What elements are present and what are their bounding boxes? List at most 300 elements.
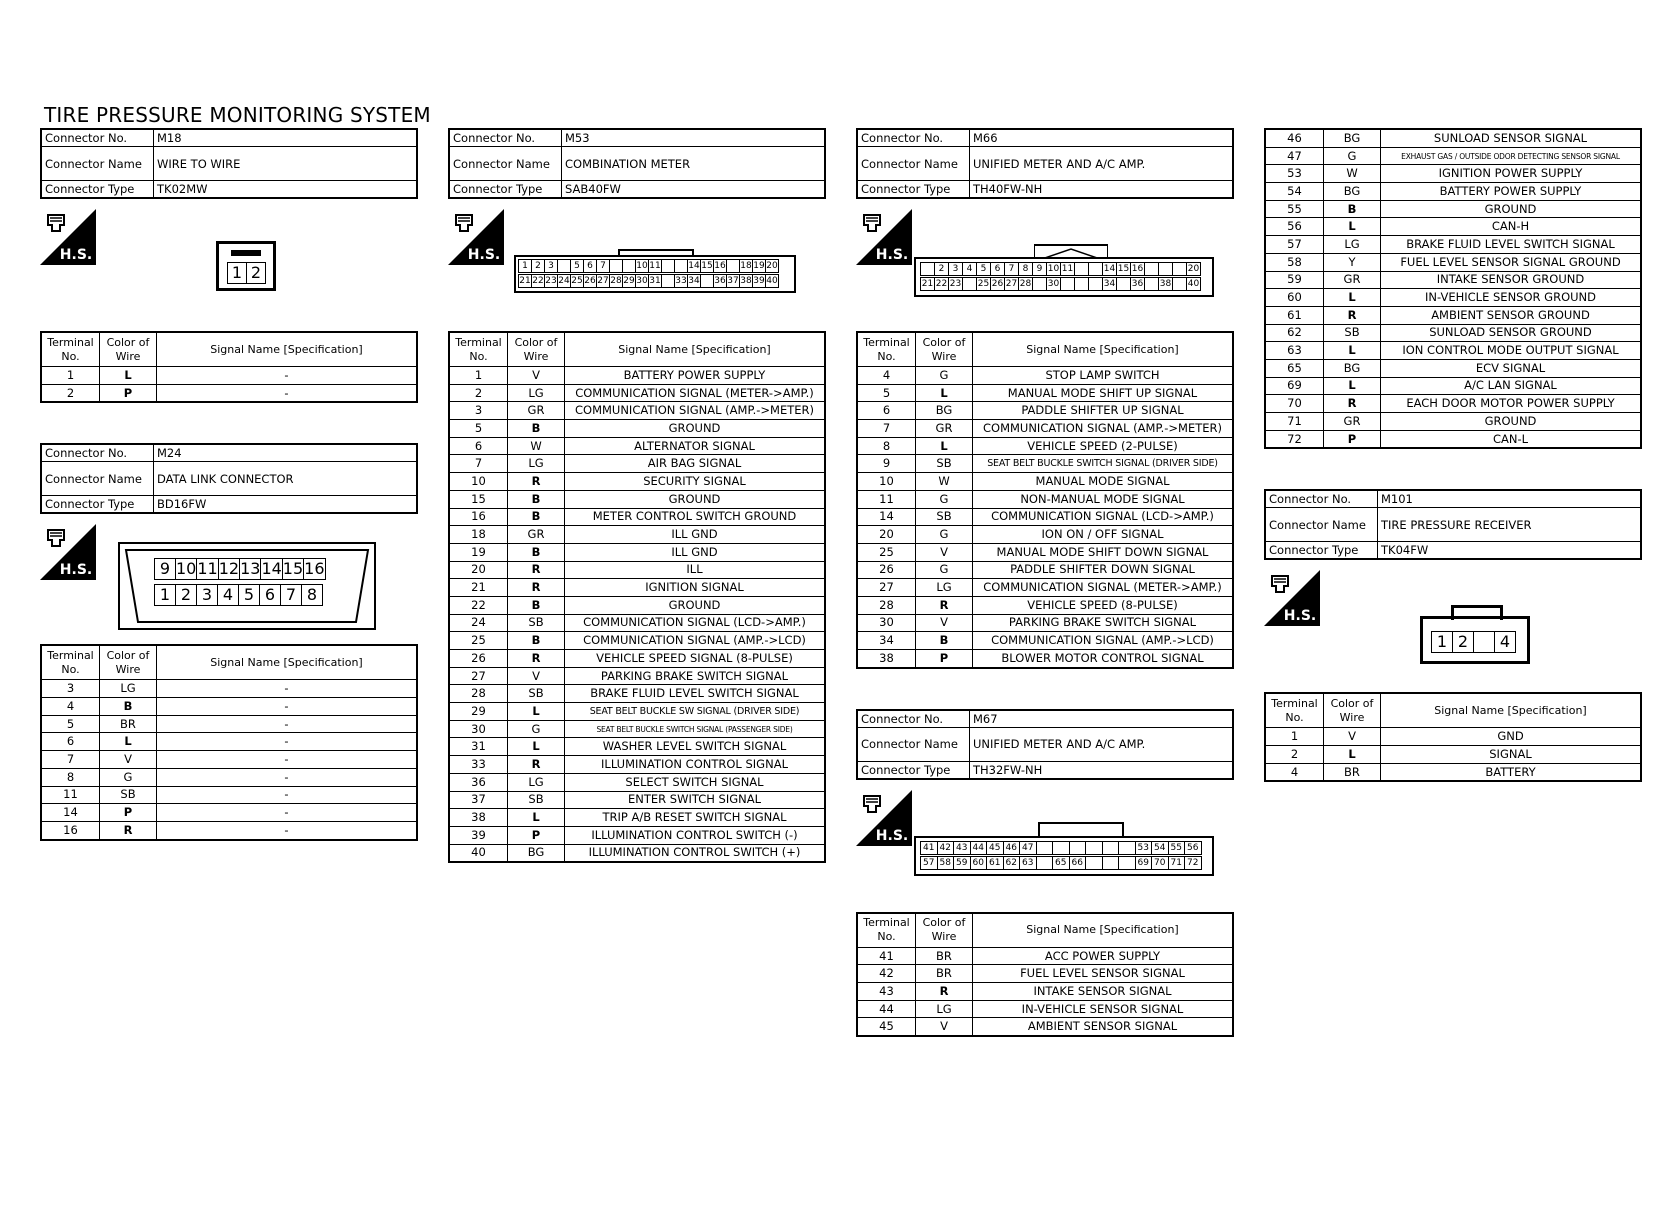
pin: 30 xyxy=(1047,279,1060,289)
signal-name: SUNLOAD SENSOR GROUND xyxy=(1381,324,1642,342)
signal-name: IGNITION POWER SUPPLY xyxy=(1381,165,1642,183)
pin xyxy=(610,260,623,273)
table-row xyxy=(1265,218,1641,236)
table-row xyxy=(449,561,825,579)
terminal-no: 62 xyxy=(1265,324,1324,342)
terminal-no: 57 xyxy=(1265,236,1324,254)
label-connector-no: Connector No. xyxy=(41,129,154,147)
terminal-no: 31 xyxy=(449,738,508,756)
table-row xyxy=(449,384,825,402)
wire-color: B xyxy=(508,420,565,438)
signal-name: ILL xyxy=(565,561,826,579)
signal-name: BLOWER MOTOR CONTROL SIGNAL xyxy=(973,650,1234,668)
signal-name: CAN-L xyxy=(1381,430,1642,448)
signal-name: BRAKE FLUID LEVEL SWITCH SIGNAL xyxy=(565,685,826,703)
m66-connector-type: TH40FW-NH xyxy=(970,181,1234,199)
pin: 3 xyxy=(197,585,218,606)
signal-name: STOP LAMP SWITCH xyxy=(973,367,1234,385)
col-color-of-wire: Color of Wire xyxy=(100,332,157,367)
table-row xyxy=(449,791,825,809)
pin xyxy=(1036,856,1053,869)
terminal-no: 43 xyxy=(857,983,916,1001)
pin: 4 xyxy=(1495,632,1516,653)
signal-name: IN-VEHICLE SENSOR GROUND xyxy=(1381,289,1642,307)
svg-text:H.S.: H.S. xyxy=(875,247,909,263)
table-row xyxy=(857,579,1233,597)
wire-color: GR xyxy=(508,526,565,544)
signal-name: GROUND xyxy=(565,420,826,438)
wire-color: P xyxy=(100,384,157,402)
pin: 40 xyxy=(766,276,778,286)
m24-terminal-table xyxy=(40,644,418,840)
pin: 27 xyxy=(1005,279,1018,289)
table-row xyxy=(41,804,417,822)
table-row xyxy=(449,632,825,650)
signal-name: GROUND xyxy=(1381,200,1642,218)
table-row xyxy=(449,614,825,632)
col-color-of-wire: Color of Wire xyxy=(508,332,565,367)
m66-connector-no: M66 xyxy=(970,129,1234,147)
wire-color: BR xyxy=(916,947,973,965)
signal-name: - xyxy=(157,367,418,385)
col-terminal-no: Terminal No. xyxy=(1265,693,1324,728)
pin xyxy=(727,260,740,273)
signal-name: COMMUNICATION SIGNAL (METER->AMP.) xyxy=(973,579,1234,597)
pin: 44 xyxy=(970,841,987,854)
table-row xyxy=(449,756,825,774)
signal-name: PARKING BRAKE SWITCH SIGNAL xyxy=(565,667,826,685)
signal-name: SELECT SWITCH SIGNAL xyxy=(565,773,826,791)
signal-name: A/C LAN SIGNAL xyxy=(1381,377,1642,395)
wire-color: BR xyxy=(100,715,157,733)
table-row xyxy=(449,650,825,668)
pin: 22 xyxy=(532,276,544,286)
terminal-no: 3 xyxy=(41,680,100,698)
pin: 38 xyxy=(1159,279,1172,289)
wire-color: R xyxy=(508,650,565,668)
pin: 30 xyxy=(636,276,648,286)
m101-connector-type: TK04FW xyxy=(1378,542,1642,560)
pin: 26 xyxy=(584,276,596,286)
pin: 15 xyxy=(1117,264,1130,274)
wire-color: W xyxy=(916,473,973,491)
svg-text:H.S.: H.S. xyxy=(59,247,93,263)
terminal-no: 60 xyxy=(1265,289,1324,307)
pin: 10 xyxy=(1047,264,1060,274)
wire-color: B xyxy=(916,632,973,650)
table-row xyxy=(857,384,1233,402)
m18-header xyxy=(40,128,418,199)
wire-color: L xyxy=(1324,218,1381,236)
table-row xyxy=(857,983,1233,1001)
table-row xyxy=(449,667,825,685)
terminal-no: 33 xyxy=(449,756,508,774)
m101-diagram xyxy=(1264,560,1642,692)
wire-color: R xyxy=(508,473,565,491)
col-terminal-no: Terminal No. xyxy=(857,332,916,367)
terminal-no: 53 xyxy=(1265,165,1324,183)
pin xyxy=(1145,278,1159,291)
m24-connector-type: BD16FW xyxy=(154,496,418,514)
wire-color: G xyxy=(916,367,973,385)
signal-name: COMMUNICATION SIGNAL (AMP.->LCD) xyxy=(565,632,826,650)
terminal-no: 6 xyxy=(449,437,508,455)
pin: 18 xyxy=(740,261,752,271)
pin xyxy=(1119,856,1136,869)
signal-name: EACH DOOR MOTOR POWER SUPPLY xyxy=(1381,395,1642,413)
column-4 xyxy=(1264,128,1642,782)
wire-color: SB xyxy=(100,786,157,804)
signal-name: TRIP A/B RESET SWITCH SIGNAL xyxy=(565,809,826,827)
terminal-no: 61 xyxy=(1265,306,1324,324)
terminal-no: 63 xyxy=(1265,342,1324,360)
table-row xyxy=(41,367,417,385)
signal-name: GROUND xyxy=(565,490,826,508)
wire-color: G xyxy=(508,720,565,738)
table-row xyxy=(449,473,825,491)
pin xyxy=(1145,263,1159,276)
hs-badge-icon xyxy=(40,209,96,265)
hs-badge-icon xyxy=(448,209,504,265)
signal-name: - xyxy=(157,804,418,822)
terminal-no: 22 xyxy=(449,596,508,614)
terminal-no: 14 xyxy=(41,804,100,822)
wire-color: LG xyxy=(100,680,157,698)
m24-connector-name: DATA LINK CONNECTOR xyxy=(154,462,418,496)
wire-color: L xyxy=(100,367,157,385)
signal-name: INTAKE SENSOR GROUND xyxy=(1381,271,1642,289)
pin: 21 xyxy=(921,279,934,289)
table-row xyxy=(857,947,1233,965)
pin xyxy=(1089,263,1103,276)
pin: 61 xyxy=(987,856,1004,869)
pin: 43 xyxy=(954,841,971,854)
terminal-no: 69 xyxy=(1265,377,1324,395)
terminal-no: 27 xyxy=(449,667,508,685)
pin: 14 xyxy=(1103,264,1116,274)
terminal-no: 39 xyxy=(449,826,508,844)
m18-connector-type: TK02MW xyxy=(154,181,418,199)
wire-color: BG xyxy=(1324,129,1381,147)
pin: 46 xyxy=(1003,841,1020,854)
wire-color: BG xyxy=(508,844,565,862)
pin xyxy=(1159,263,1173,276)
signal-name: ION ON / OFF SIGNAL xyxy=(973,526,1234,544)
pin: 3 xyxy=(545,260,558,273)
pin xyxy=(1086,856,1103,869)
terminal-no: 8 xyxy=(857,437,916,455)
column-1 xyxy=(40,128,418,841)
pin: 62 xyxy=(1003,856,1020,869)
pin: 10 xyxy=(176,559,197,579)
m18-terminal-table xyxy=(40,331,418,403)
table-row xyxy=(449,844,825,862)
wire-color: B xyxy=(508,632,565,650)
label-connector-type: Connector Type xyxy=(857,761,970,779)
pin: 26 xyxy=(991,279,1004,289)
wire-color: V xyxy=(508,667,565,685)
terminal-no: 4 xyxy=(41,698,100,716)
signal-name: IGNITION SIGNAL xyxy=(565,579,826,597)
col-color-of-wire: Color of Wire xyxy=(916,913,973,948)
pin: 37 xyxy=(727,276,739,286)
m66-connector-face xyxy=(914,257,1214,297)
label-connector-no: Connector No. xyxy=(449,129,562,147)
m18-connector-no: M18 xyxy=(154,129,418,147)
terminal-no: 1 xyxy=(449,367,508,385)
signal-name: ION CONTROL MODE OUTPUT SIGNAL xyxy=(1381,342,1642,360)
signal-name: EXHAUST GAS / OUTSIDE ODOR DETECTING SENSOR SIGNAL xyxy=(1381,147,1642,165)
table-row xyxy=(1265,271,1641,289)
pin: 2 xyxy=(935,263,949,276)
signal-name: VEHICLE SPEED SIGNAL (8-PULSE) xyxy=(565,650,826,668)
table-row xyxy=(857,437,1233,455)
signal-name: GND xyxy=(1381,728,1642,746)
table-row xyxy=(41,715,417,733)
m67-header xyxy=(856,709,1234,780)
wire-color: L xyxy=(100,733,157,751)
wire-color: R xyxy=(508,561,565,579)
wire-color: V xyxy=(508,367,565,385)
wire-color: LG xyxy=(508,773,565,791)
pin: 71 xyxy=(1168,856,1185,869)
pin: 53 xyxy=(1135,841,1152,854)
col-signal-name: Signal Name [Specification] xyxy=(973,913,1234,948)
label-connector-no: Connector No. xyxy=(1265,490,1378,508)
pin xyxy=(963,278,977,291)
label-connector-type: Connector Type xyxy=(41,496,154,514)
terminal-no: 46 xyxy=(1265,129,1324,147)
terminal-no: 27 xyxy=(857,579,916,597)
table-row xyxy=(857,632,1233,650)
m67-connector-no: M67 xyxy=(970,710,1234,728)
terminal-no: 40 xyxy=(449,844,508,862)
signal-name: COMMUNICATION SIGNAL (METER->AMP.) xyxy=(565,384,826,402)
pin xyxy=(1036,841,1053,854)
pin: 13 xyxy=(240,559,261,579)
table-row xyxy=(857,1018,1233,1036)
svg-text:H.S.: H.S. xyxy=(1283,608,1317,625)
table-row xyxy=(857,543,1233,561)
table-row xyxy=(857,526,1233,544)
terminal-no: 29 xyxy=(449,703,508,721)
wire-color: R xyxy=(100,821,157,839)
wire-color: R xyxy=(916,983,973,1001)
terminal-no: 41 xyxy=(857,947,916,965)
terminal-no: 30 xyxy=(857,614,916,632)
col-signal-name: Signal Name [Specification] xyxy=(157,332,418,367)
pin: 9 xyxy=(1033,263,1047,276)
table-row xyxy=(1265,395,1641,413)
m101-terminal-table xyxy=(1264,692,1642,782)
m101-connector-name: TIRE PRESSURE RECEIVER xyxy=(1378,508,1642,542)
pin: 25 xyxy=(571,276,583,286)
terminal-no: 7 xyxy=(449,455,508,473)
terminal-no: 71 xyxy=(1265,413,1324,431)
terminal-no: 54 xyxy=(1265,183,1324,201)
signal-name: SECURITY SIGNAL xyxy=(565,473,826,491)
label-connector-no: Connector No. xyxy=(857,129,970,147)
terminal-no: 2 xyxy=(1265,746,1324,764)
terminal-no: 55 xyxy=(1265,200,1324,218)
table-row xyxy=(857,1000,1233,1018)
table-row xyxy=(857,402,1233,420)
terminal-no: 47 xyxy=(1265,147,1324,165)
signal-name: ILL GND xyxy=(565,543,826,561)
pin xyxy=(1033,278,1047,291)
wire-color: LG xyxy=(916,1000,973,1018)
table-row xyxy=(449,455,825,473)
wire-color: W xyxy=(1324,165,1381,183)
signal-name: ENTER SWITCH SIGNAL xyxy=(565,791,826,809)
pin: 66 xyxy=(1069,856,1086,869)
table-row xyxy=(449,437,825,455)
signal-name: BRAKE FLUID LEVEL SWITCH SIGNAL xyxy=(1381,236,1642,254)
signal-name: - xyxy=(157,768,418,786)
wire-color: B xyxy=(508,508,565,526)
pin: 55 xyxy=(1168,841,1185,854)
pin: 22 xyxy=(935,279,948,289)
signal-name: GROUND xyxy=(565,596,826,614)
table-row xyxy=(1265,342,1641,360)
pin: 69 xyxy=(1135,856,1152,869)
pin: 8 xyxy=(302,585,323,606)
hs-badge-icon xyxy=(856,790,912,846)
pin: 6 xyxy=(991,263,1005,276)
table-row xyxy=(41,680,417,698)
pin: 25 xyxy=(977,279,990,289)
m53-connector-type: SAB40FW xyxy=(562,181,826,199)
pin: 19 xyxy=(753,261,765,271)
table-row xyxy=(449,826,825,844)
pin: 40 xyxy=(1187,279,1200,289)
pin xyxy=(1075,263,1089,276)
m18-connector-face xyxy=(216,241,276,291)
wire-color: BG xyxy=(1324,183,1381,201)
pin: 28 xyxy=(1019,279,1032,289)
wire-color: L xyxy=(916,437,973,455)
table-row xyxy=(449,402,825,420)
wire-color: GR xyxy=(1324,413,1381,431)
table-row xyxy=(449,685,825,703)
terminal-no: 16 xyxy=(41,821,100,839)
pin xyxy=(1117,278,1131,291)
terminal-no: 38 xyxy=(857,650,916,668)
signal-name: ACC POWER SUPPLY xyxy=(973,947,1234,965)
signal-name: CAN-H xyxy=(1381,218,1642,236)
pin: 24 xyxy=(558,276,570,286)
pin: 16 xyxy=(714,261,726,271)
wire-color: R xyxy=(1324,395,1381,413)
table-row xyxy=(449,809,825,827)
terminal-no: 11 xyxy=(41,786,100,804)
table-row xyxy=(857,650,1233,668)
pin: 20 xyxy=(1187,264,1200,274)
signal-name: - xyxy=(157,384,418,402)
wire-color: P xyxy=(916,650,973,668)
pin: 58 xyxy=(937,856,954,869)
wire-color: L xyxy=(1324,377,1381,395)
col-color-of-wire: Color of Wire xyxy=(1324,693,1381,728)
table-row xyxy=(449,773,825,791)
col-color-of-wire: Color of Wire xyxy=(916,332,973,367)
signal-name: AIR BAG SIGNAL xyxy=(565,455,826,473)
wire-color: B xyxy=(508,490,565,508)
wire-color: SB xyxy=(916,455,973,473)
pin: 5 xyxy=(571,260,584,273)
pin: 31 xyxy=(649,276,661,286)
terminal-no: 15 xyxy=(449,490,508,508)
table-row xyxy=(1265,289,1641,307)
terminal-no: 5 xyxy=(41,715,100,733)
wire-color: GR xyxy=(508,402,565,420)
table-row xyxy=(41,384,417,402)
signal-name: INTAKE SENSOR SIGNAL xyxy=(973,983,1234,1001)
m53-diagram xyxy=(448,199,826,331)
wire-color: V xyxy=(916,614,973,632)
wire-color: BG xyxy=(916,402,973,420)
hs-badge-icon xyxy=(856,209,912,265)
table-row xyxy=(1265,377,1641,395)
table-row xyxy=(449,420,825,438)
signal-name: ECV SIGNAL xyxy=(1381,359,1642,377)
label-connector-no: Connector No. xyxy=(857,710,970,728)
pin: 63 xyxy=(1020,856,1037,869)
pin: 38 xyxy=(740,276,752,286)
terminal-no: 5 xyxy=(857,384,916,402)
pin: 59 xyxy=(954,856,971,869)
pin: 5 xyxy=(977,263,991,276)
wire-color: L xyxy=(1324,746,1381,764)
m24-header xyxy=(40,443,418,514)
terminal-no: 18 xyxy=(449,526,508,544)
terminal-no: 3 xyxy=(449,402,508,420)
wire-color: SB xyxy=(1324,324,1381,342)
wire-color: V xyxy=(916,543,973,561)
terminal-no: 72 xyxy=(1265,430,1324,448)
wire-color: LG xyxy=(508,384,565,402)
pin xyxy=(1053,841,1070,854)
label-connector-name: Connector Name xyxy=(1265,508,1378,542)
signal-name: WASHER LEVEL SWITCH SIGNAL xyxy=(565,738,826,756)
table-row xyxy=(857,508,1233,526)
wire-color: SB xyxy=(508,685,565,703)
wire-color: R xyxy=(508,579,565,597)
pin: 28 xyxy=(610,276,622,286)
wire-color: G xyxy=(916,490,973,508)
wire-color: B xyxy=(508,596,565,614)
terminal-no: 30 xyxy=(449,720,508,738)
pin: 14 xyxy=(261,559,282,579)
svg-text:H.S.: H.S. xyxy=(467,247,501,263)
terminal-no: 16 xyxy=(449,508,508,526)
pin: 1 xyxy=(155,585,176,606)
m66-connector-name: UNIFIED METER AND A/C AMP. xyxy=(970,147,1234,181)
signal-name: FUEL LEVEL SENSOR SIGNAL GROUND xyxy=(1381,253,1642,271)
signal-name: PARKING BRAKE SWITCH SIGNAL xyxy=(973,614,1234,632)
pin: 5 xyxy=(239,585,260,606)
signal-name: COMMUNICATION SIGNAL (AMP.->LCD) xyxy=(973,632,1234,650)
signal-name: PADDLE SHIFTER DOWN SIGNAL xyxy=(973,561,1234,579)
col-signal-name: Signal Name [Specification] xyxy=(157,645,418,680)
table-row xyxy=(1265,413,1641,431)
terminal-no: 14 xyxy=(857,508,916,526)
terminal-no: 10 xyxy=(857,473,916,491)
signal-name: - xyxy=(157,786,418,804)
pin: 10 xyxy=(636,261,648,271)
pin: 6 xyxy=(260,585,281,606)
table-row xyxy=(857,455,1233,473)
